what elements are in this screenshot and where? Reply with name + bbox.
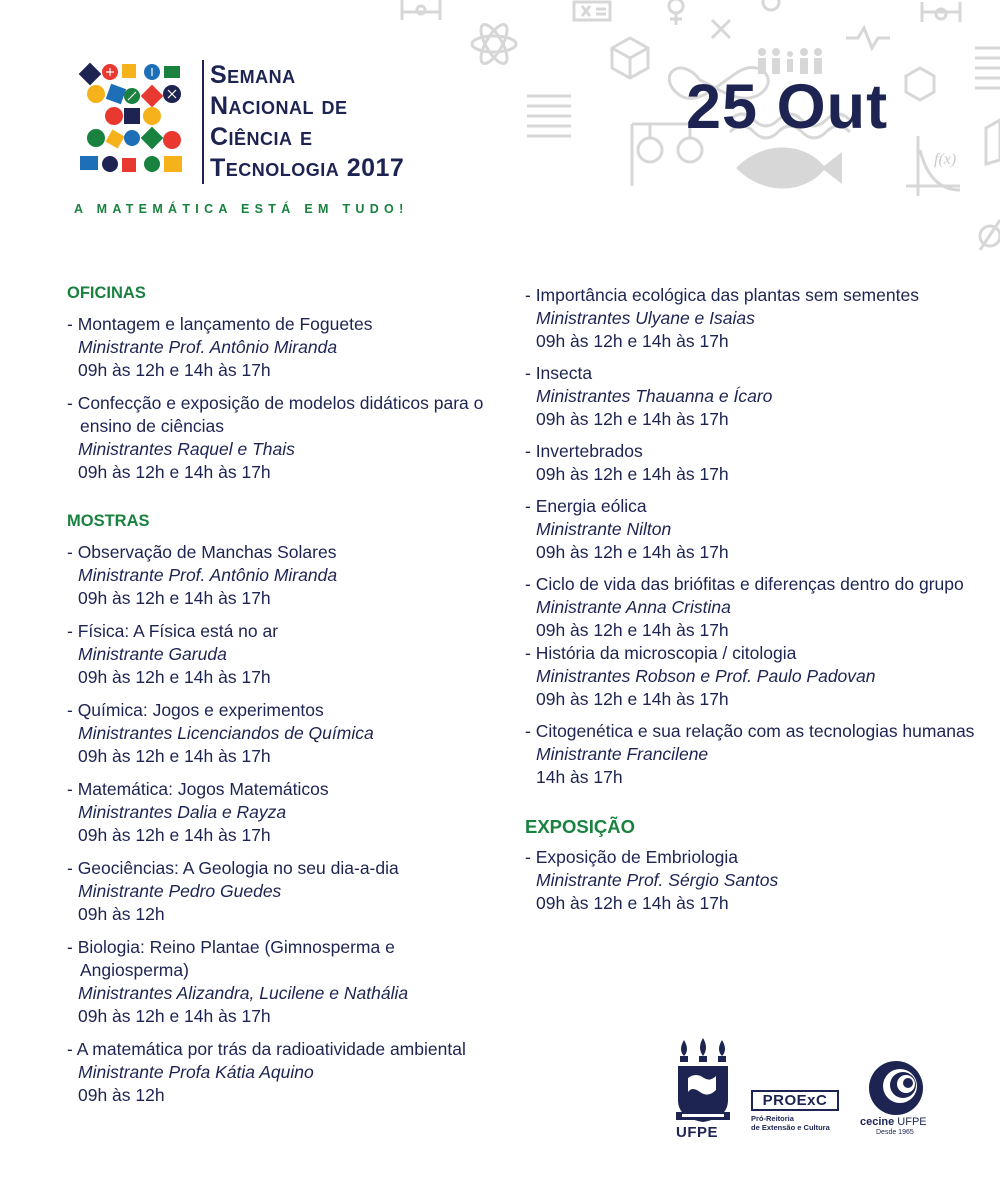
mostras-list	[67, 541, 507, 1107]
program-item	[67, 778, 507, 847]
program-item-time: 09h às 12h e 14h às 17h	[78, 746, 271, 766]
event-date: 25 Out	[686, 72, 889, 142]
proexc-subtitle-line: de Extensão e Cultura	[751, 1123, 830, 1132]
event-title-line: Tecnologia 2017	[210, 154, 405, 182]
proexc-logo: PROExC	[751, 1090, 839, 1111]
cecine-logo-icon	[868, 1060, 924, 1116]
program-item-minister: Ministrante Francilene	[536, 744, 709, 764]
exposicao-list	[525, 846, 975, 915]
logo-divider	[202, 60, 204, 184]
section-title-exposicao: EXPOSIÇÃO	[525, 816, 635, 837]
program-item-title: - A matemática por trás da radioatividade ambiental	[67, 1039, 466, 1059]
cecine-name	[860, 1116, 927, 1128]
program-item	[67, 699, 507, 768]
program-item-minister: Ministrantes Dalia e Rayza	[78, 802, 287, 822]
program-item-title: - Ciclo de vida das briófitas e diferenças dentro do grupo	[525, 574, 964, 594]
program-item	[525, 846, 975, 915]
event-logo-icon	[76, 60, 188, 178]
program-left-column	[67, 282, 507, 1117]
program-item-time: 09h às 12h e 14h às 17h	[536, 620, 729, 640]
program-item-minister: Ministrantes Robson e Prof. Paulo Padovan	[536, 666, 876, 686]
program-item-time: 09h às 12h e 14h às 17h	[78, 825, 271, 845]
section-spacer	[525, 798, 975, 816]
program-item	[67, 857, 507, 926]
program-item-time: 09h às 12h e 14h às 17h	[536, 409, 729, 429]
program-item-minister: Ministrantes Licenciandos de Química	[78, 723, 374, 743]
cecine-name-rest: UFPE	[894, 1116, 927, 1128]
program-item	[525, 440, 975, 486]
program-item-title: - Geociências: A Geologia no seu dia-a-dia	[67, 858, 399, 878]
event-title-line: Semana	[210, 61, 296, 89]
program-item-title: - Confecção e exposição de modelos didáticos para o ensino de ciências	[67, 393, 484, 436]
program-item-minister: Ministrantes Alizandra, Lucilene e Nathália	[78, 983, 409, 1003]
program-item-minister: Ministrante Anna Cristina	[536, 597, 731, 617]
program-item-minister: Ministrantes Ulyane e Isaias	[536, 308, 755, 328]
program-item-minister: Ministrante Prof. Antônio Miranda	[78, 337, 338, 357]
program-right-column	[525, 284, 975, 924]
program-item-time: 09h às 12h e 14h às 17h	[536, 331, 729, 351]
program-item-time: 09h às 12h e 14h às 17h	[78, 462, 271, 482]
program-item-title: - Física: A Física está no ar	[67, 621, 279, 641]
event-tagline: A MATEMÁTICA ESTÁ EM TUDO!	[74, 202, 409, 216]
program-item	[67, 392, 507, 484]
section-spacer	[67, 494, 507, 510]
program-item	[525, 284, 975, 353]
program-item-time: 09h às 12h e 14h às 17h	[78, 588, 271, 608]
program-item	[67, 541, 507, 610]
program-item	[67, 936, 507, 1028]
proexc-subtitle-line: Pró-Reitoria	[751, 1114, 794, 1123]
program-item	[525, 495, 975, 564]
program-item-time: 09h às 12h e 14h às 17h	[78, 1006, 271, 1026]
program-item-time: 09h às 12h	[78, 1085, 165, 1105]
program-item-minister: Ministrantes Raquel e Thais	[78, 439, 295, 459]
program-item-time: 09h às 12h e 14h às 17h	[78, 667, 271, 687]
program-item-title: - Biologia: Reino Plantae (Gimnosperma e Angiosperma)	[67, 937, 395, 980]
section-title-oficinas: OFICINAS	[67, 284, 146, 302]
program-item-title: - Insecta	[525, 363, 593, 383]
program-item-title: - História da microscopia / citologia	[525, 643, 797, 663]
svg-text:f(x): f(x)	[934, 151, 957, 168]
program-item-title: - Invertebrados	[525, 441, 643, 461]
section-title-mostras: MOSTRAS	[67, 512, 150, 530]
program-item-minister: Ministrantes Thauanna e Ícaro	[536, 386, 773, 406]
program-item-title: - Química: Jogos e experimentos	[67, 700, 324, 720]
program-item-title: - Citogenética e sua relação com as tecnologias humanas	[525, 721, 975, 741]
program-item-title: - Matemática: Jogos Matemáticos	[67, 779, 329, 799]
program-item-minister: Ministrante Nilton	[536, 519, 672, 539]
program-item	[67, 313, 507, 382]
program-item-time: 09h às 12h e 14h às 17h	[536, 689, 729, 709]
program-item	[525, 362, 975, 431]
program-item-time: 09h às 12h e 14h às 17h	[536, 542, 729, 562]
oficinas-list	[67, 313, 507, 484]
program-item	[525, 720, 975, 789]
program-item-title: - Energia eólica	[525, 496, 647, 516]
program-item-title: - Montagem e lançamento de Foguetes	[67, 314, 373, 334]
event-title	[210, 60, 404, 184]
program-item-time: 09h às 12h e 14h às 17h	[536, 893, 729, 913]
mostras-continued-list	[525, 284, 975, 789]
program-item-time: 09h às 12h e 14h às 17h	[78, 360, 271, 380]
program-item-title: - Importância ecológica das plantas sem sementes	[525, 285, 919, 305]
program-item-minister: Ministrante Prof. Antônio Miranda	[78, 565, 338, 585]
program-item-minister: Ministrante Garuda	[78, 644, 227, 664]
event-title-line: Ciência e	[210, 123, 313, 151]
program-item-time: 14h às 17h	[536, 767, 623, 787]
program-item-minister: Ministrante Prof. Sérgio Santos	[536, 870, 779, 890]
program-item-title: - Exposição de Embriologia	[525, 847, 739, 867]
ufpe-name: UFPE	[676, 1124, 719, 1141]
cecine-since: Desde 1965	[876, 1129, 914, 1136]
program-item-time: 09h às 12h	[78, 904, 165, 924]
program-item	[67, 1038, 507, 1107]
program-item-minister: Ministrante Pedro Guedes	[78, 881, 282, 901]
program-item	[525, 642, 975, 711]
proexc-subtitle	[751, 1114, 830, 1132]
program-item-time: 09h às 12h e 14h às 17h	[536, 464, 729, 484]
cecine-name-bold: cecine	[860, 1116, 895, 1128]
program-item-title: - Observação de Manchas Solares	[67, 542, 337, 562]
program-item	[525, 573, 975, 642]
program-item-minister: Ministrante Profa Kátia Aquino	[78, 1062, 314, 1082]
event-title-line: Nacional de	[210, 92, 348, 120]
program-item	[67, 620, 507, 689]
